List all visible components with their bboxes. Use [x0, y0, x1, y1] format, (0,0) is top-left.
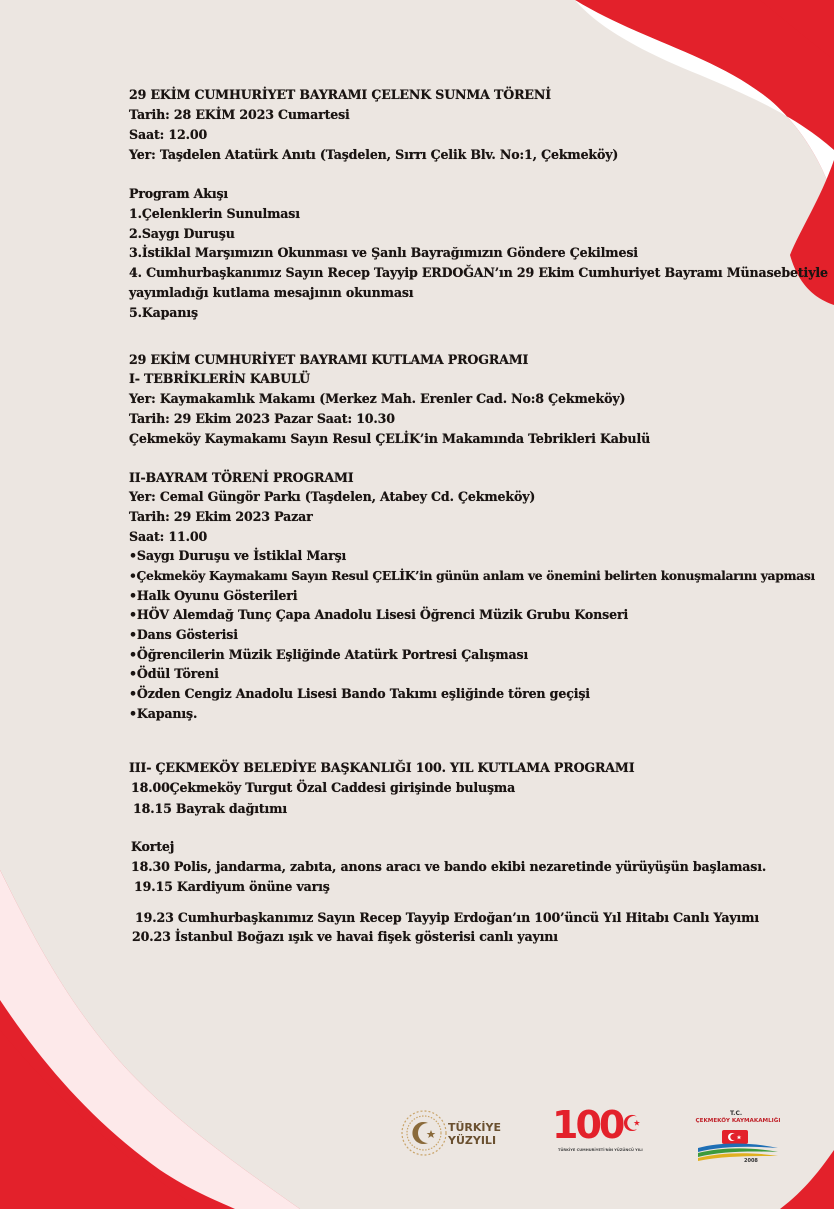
festival-date: Tarih: 29 Ekim 2023 Pazar [129, 509, 313, 524]
kaymakamlik-logo [692, 1110, 784, 1168]
list-item: 19.23 Cumhurbaşkanımız Sayın Recep Tayyip Erdoğan’ın 100’üncü Yıl Hitabı Canlı Yayımı [135, 910, 759, 925]
list-item: •Kapanış. [129, 706, 198, 721]
ceremony-time: Saat: 12.00 [129, 127, 208, 142]
turkiye-label: TÜRKİYE [448, 1121, 502, 1134]
ceremony-title: 29 EKİM CUMHURİYET BAYRAMI ÇELENK SUNMA TÖRENİ [129, 87, 551, 102]
list-item: 18.15 Bayrak dağıtımı [133, 801, 287, 816]
list-item: 4. Cumhurbaşkanımız Sayın Recep Tayyip ERDOĞAN’ın 29 Ekim Cumhuriyet Bayramı Münasebetiyle [129, 265, 828, 280]
sun-emblem-icon [398, 1106, 450, 1160]
list-item: •Halk Oyunu Gösterileri [129, 588, 298, 603]
festival-title: II-BAYRAM TÖRENİ PROGRAMI [129, 470, 354, 485]
festival-place: Yer: Cemal Güngör Parkı (Taşdelen, Atabey Cd. Çekmeköy) [129, 489, 536, 504]
list-item: •Özden Cengiz Anadolu Lisesi Bando Takımı eşliğinde tören geçişi [129, 686, 590, 701]
list-item: •Öğrencilerin Müzik Eşliğinde Atatürk Portresi Çalışması [129, 647, 529, 662]
list-item: •Ödül Töreni [129, 666, 219, 681]
ceremony-date: Tarih: 28 EKİM 2023 Cumartesi [129, 107, 350, 122]
centennial-caption: TÜRKİYE CUMHURİYETİ'NİN YÜZÜNCÜ YILI [558, 1148, 643, 1152]
list-item: 3.İstiklal Marşımızın Okunması ve Şanlı Bayrağımızın Göndere Çekilmesi [129, 245, 638, 260]
municipality-title: III- ÇEKMEKÖY BELEDİYE BAŞKANLIĞI 100. YIL KUTLAMA PROGRAMI [129, 760, 635, 775]
ceremony-place: Yer: Taşdelen Atatürk Anıtı (Taşdelen, Sırrı Çelik Blv. No:1, Çekmeköy) [129, 147, 619, 162]
celebration-title: 29 EKİM CUMHURİYET BAYRAMI KUTLAMA PROGRAMI [129, 352, 529, 367]
list-item: •Dans Gösterisi [129, 627, 238, 642]
reception-datetime: Tarih: 29 Ekim 2023 Pazar Saat: 10.30 [129, 411, 395, 426]
list-item: 18.00Çekmeköy Turgut Özal Caddesi girişinde buluşma [131, 780, 516, 795]
kaymakamlik-name: ÇEKMEKÖY KAYMAKAMLIĞI [695, 1118, 781, 1124]
list-item: 5.Kapanış [129, 305, 198, 320]
list-item: 18.30 Polis, jandarma, zabıta, anons aracı ve bando ekibi nezaretinde yürüyüşün başlaması. [131, 859, 767, 874]
turkiye-yuzyili-logo [398, 1106, 510, 1160]
tc-label: T.C. [730, 1110, 743, 1117]
kortej-heading: Kortej [131, 839, 175, 854]
kaymakamlik-year: 2008 [744, 1158, 758, 1164]
celebration-subtitle: I- TEBRİKLERİN KABULÜ [129, 371, 310, 386]
centennial-number: 100 [552, 1103, 623, 1147]
list-item: •Çekmeköy Kaymakamı Sayın Resul ÇELİK’in günün anlam ve önemini belirten konuşmalarını yapması [129, 568, 815, 583]
list-item: yayımladığı kutlama mesajının okunması [129, 285, 414, 300]
crescent-star-icon: ☪ [622, 1112, 642, 1137]
reception-place: Yer: Kaymakamlık Makamı (Merkez Mah. Erenler Cad. No:8 Çekmeköy) [129, 391, 626, 406]
list-item: 1.Çelenklerin Sunulması [129, 206, 300, 221]
program-heading: Program Akışı [129, 186, 229, 201]
reception-desc: Çekmeköy Kaymakamı Sayın Resul ÇELİK’in Makamında Tebrikleri Kabulü [129, 431, 651, 446]
festival-time: Saat: 11.00 [129, 529, 208, 544]
yuzyili-label: YÜZYILI [448, 1134, 497, 1147]
kaymakamlik-emblem-icon [692, 1126, 784, 1166]
centennial-logo [550, 1103, 646, 1156]
list-item: •Saygı Duruşu ve İstiklal Marşı [129, 548, 347, 563]
list-item: 2.Saygı Duruşu [129, 226, 235, 241]
list-item: 19.15 Kardiyum önüne varış [134, 879, 330, 894]
list-item: •HÖV Alemdağ Tunç Çapa Anadolu Lisesi Öğrenci Müzik Grubu Konseri [129, 607, 629, 622]
list-item: 20.23 İstanbul Boğazı ışık ve havai fişek gösterisi canlı yayını [132, 929, 558, 944]
